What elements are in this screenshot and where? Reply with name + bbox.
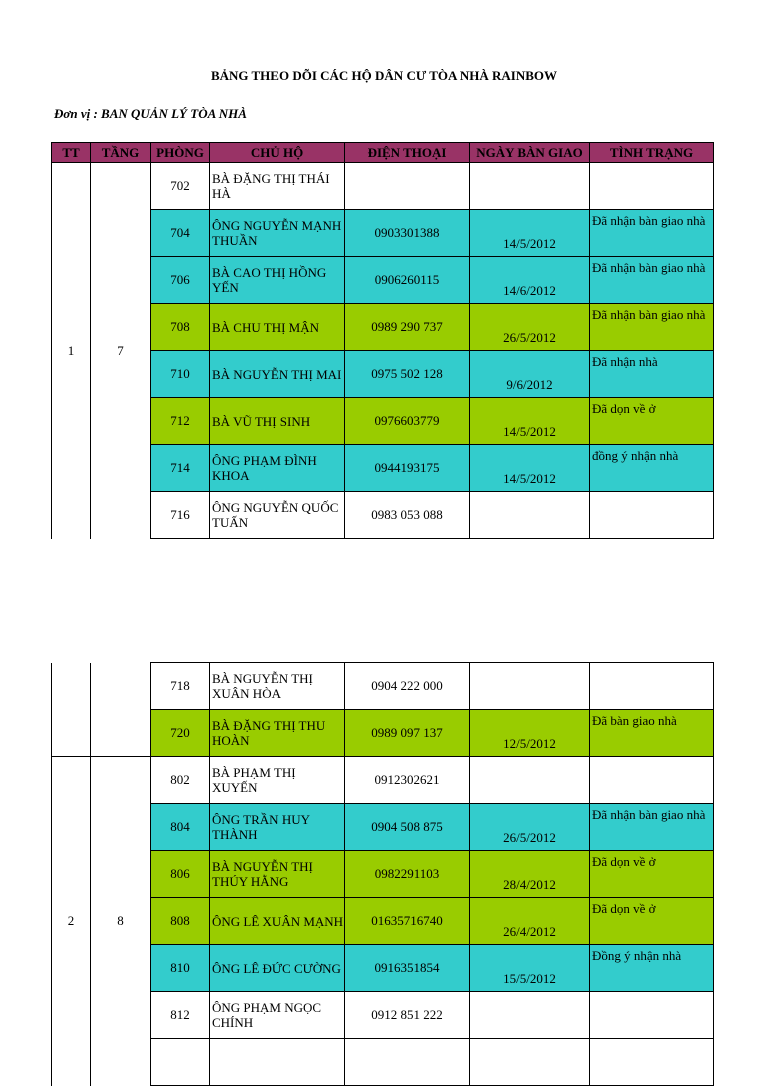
cell-phone: 0903301388 <box>345 210 470 257</box>
residents-table-continued <box>51 662 714 1086</box>
cell-phone <box>345 1039 470 1086</box>
cell-date <box>470 992 590 1039</box>
table-row <box>52 210 714 257</box>
cell-status <box>590 163 714 210</box>
cell-status: Đã dọn về ở <box>590 898 714 945</box>
cell-floor: 8 <box>91 757 151 1086</box>
table-body <box>52 663 714 1086</box>
table-row <box>52 757 714 804</box>
cell-room: 812 <box>151 992 210 1039</box>
cell-owner: BÀ NGUYỄN THỊ XUÂN HÒA <box>210 663 345 710</box>
cell-date: 14/5/2012 <box>470 210 590 257</box>
cell-phone: 0906260115 <box>345 257 470 304</box>
cell-date <box>470 757 590 804</box>
cell-phone <box>345 163 470 210</box>
cell-phone: 0944193175 <box>345 445 470 492</box>
cell-date: 14/6/2012 <box>470 257 590 304</box>
cell-phone: 0916351854 <box>345 945 470 992</box>
cell-room: 806 <box>151 851 210 898</box>
cell-date: 26/5/2012 <box>470 804 590 851</box>
table-row <box>52 304 714 351</box>
page-title: BẢNG THEO DÕI CÁC HỘ DÂN CƯ TÒA NHÀ RAINBOW <box>210 68 558 83</box>
cell-status: Đã nhận bàn giao nhà <box>590 304 714 351</box>
cell-date: 12/5/2012 <box>470 710 590 757</box>
cell-room: 804 <box>151 804 210 851</box>
table-row <box>52 163 714 210</box>
table-body <box>52 163 714 539</box>
table-row <box>52 492 714 539</box>
cell-room: 716 <box>151 492 210 539</box>
table-row <box>52 898 714 945</box>
cell-phone: 0912302621 <box>345 757 470 804</box>
cell-status: Đã bàn giao nhà <box>590 710 714 757</box>
table-row <box>52 804 714 851</box>
cell-room: 704 <box>151 210 210 257</box>
header-floor: TẦNG <box>91 143 151 163</box>
cell-owner: BÀ ĐẶNG THỊ THU HOÀN <box>210 710 345 757</box>
cell-owner: ÔNG NGUYỄN QUỐC TUẤN <box>210 492 345 539</box>
cell-owner: ÔNG PHẠM ĐÌNH KHOA <box>210 445 345 492</box>
cell-status: Đã nhận bàn giao nhà <box>590 804 714 851</box>
cell-date: 14/5/2012 <box>470 398 590 445</box>
cell-date: 26/4/2012 <box>470 898 590 945</box>
cell-status: Đã dọn về ở <box>590 851 714 898</box>
cell-phone: 0989 097 137 <box>345 710 470 757</box>
cell-date: 28/4/2012 <box>470 851 590 898</box>
cell-date <box>470 163 590 210</box>
cell-status <box>590 1039 714 1086</box>
cell-room: 720 <box>151 710 210 757</box>
cell-owner: BÀ NGUYỄN THỊ THÚY HẰNG <box>210 851 345 898</box>
cell-room: 708 <box>151 304 210 351</box>
cell-status <box>590 757 714 804</box>
cell-phone: 0975 502 128 <box>345 351 470 398</box>
cell-status: Đã nhận bàn giao nhà <box>590 210 714 257</box>
cell-owner: BÀ CHU THỊ MẬN <box>210 304 345 351</box>
cell-date: 9/6/2012 <box>470 351 590 398</box>
cell-room: 702 <box>151 163 210 210</box>
cell-status: đồng ý nhận nhà <box>590 445 714 492</box>
table-row <box>52 351 714 398</box>
cell-phone: 0982291103 <box>345 851 470 898</box>
cell-room: 802 <box>151 757 210 804</box>
cell-room: 810 <box>151 945 210 992</box>
table-row <box>52 445 714 492</box>
cell-room: 808 <box>151 898 210 945</box>
cell-status <box>590 492 714 539</box>
table-row <box>52 1039 714 1086</box>
cell-date: 26/5/2012 <box>470 304 590 351</box>
cell-status: Đã dọn về ở <box>590 398 714 445</box>
cell-status <box>590 663 714 710</box>
cell-phone: 0904 508 875 <box>345 804 470 851</box>
cell-phone: 0989 290 737 <box>345 304 470 351</box>
cell-tt: 2 <box>52 757 91 1086</box>
cell-phone: 01635716740 <box>345 898 470 945</box>
cell-phone: 0983 053 088 <box>345 492 470 539</box>
table-row <box>52 992 714 1039</box>
cell-owner: BÀ CAO THỊ HỒNG YẾN <box>210 257 345 304</box>
cell-date <box>470 1039 590 1086</box>
cell-owner: ÔNG NGUYỄN MẠNH THUẦN <box>210 210 345 257</box>
residents-table <box>51 142 714 539</box>
table-row <box>52 398 714 445</box>
table-row <box>52 851 714 898</box>
header-owner: CHỦ HỘ <box>210 143 345 163</box>
table-row <box>52 710 714 757</box>
cell-owner: BÀ PHẠM THỊ XUYẾN <box>210 757 345 804</box>
table-header-row <box>52 143 714 163</box>
header-room: PHÒNG <box>151 143 210 163</box>
header-date: NGÀY BÀN GIAO <box>470 143 590 163</box>
cell-owner: BÀ ĐẶNG THỊ THÁI HÀ <box>210 163 345 210</box>
cell-floor <box>91 663 151 757</box>
cell-owner: ÔNG PHẠM NGỌC CHÍNH <box>210 992 345 1039</box>
cell-room: 710 <box>151 351 210 398</box>
cell-floor: 7 <box>91 163 151 539</box>
cell-room: 712 <box>151 398 210 445</box>
cell-tt: 1 <box>52 163 91 539</box>
cell-phone: 0976603779 <box>345 398 470 445</box>
cell-phone: 0904 222 000 <box>345 663 470 710</box>
cell-owner: BÀ NGUYỄN THỊ MAI <box>210 351 345 398</box>
cell-date <box>470 663 590 710</box>
cell-owner: ÔNG TRẦN HUY THÀNH <box>210 804 345 851</box>
table-row <box>52 257 714 304</box>
cell-status: Đồng ý nhận nhà <box>590 945 714 992</box>
cell-room: 714 <box>151 445 210 492</box>
cell-owner: BÀ VŨ THỊ SINH <box>210 398 345 445</box>
cell-owner: ÔNG LÊ ĐỨC CƯỜNG <box>210 945 345 992</box>
table-row <box>52 945 714 992</box>
header-status: TÌNH TRẠNG <box>590 143 714 163</box>
table-row <box>52 663 714 710</box>
cell-room <box>151 1039 210 1086</box>
header-phone: ĐIỆN THOẠI <box>345 143 470 163</box>
header-tt: TT <box>52 143 91 163</box>
unit-label: Đơn vị : BAN QUẢN LÝ TÒA NHÀ <box>54 106 247 121</box>
cell-owner: ÔNG LÊ XUÂN MẠNH <box>210 898 345 945</box>
cell-status: Đã nhận bàn giao nhà <box>590 257 714 304</box>
cell-date <box>470 492 590 539</box>
cell-room: 718 <box>151 663 210 710</box>
cell-room: 706 <box>151 257 210 304</box>
cell-status: Đã nhận nhà <box>590 351 714 398</box>
cell-status <box>590 992 714 1039</box>
cell-phone: 0912 851 222 <box>345 992 470 1039</box>
cell-date: 15/5/2012 <box>470 945 590 992</box>
cell-owner <box>210 1039 345 1086</box>
cell-date: 14/5/2012 <box>470 445 590 492</box>
cell-tt <box>52 663 91 757</box>
